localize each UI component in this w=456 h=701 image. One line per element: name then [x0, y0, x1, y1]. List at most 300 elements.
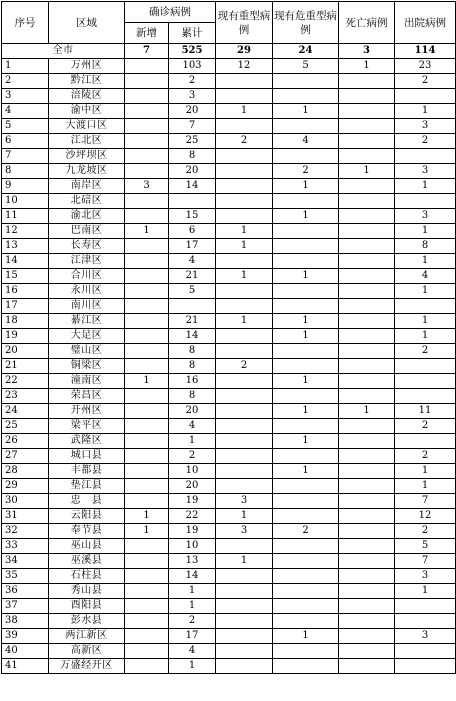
- row-region: 两江新区: [49, 629, 125, 644]
- row-region: 高新区: [49, 644, 125, 659]
- row-discharged: 11: [395, 404, 456, 419]
- row-critical: 1: [273, 179, 339, 194]
- row-discharged: [395, 599, 456, 614]
- row-deaths: [339, 194, 395, 209]
- table-row: [2, 494, 456, 509]
- row-discharged: [395, 149, 456, 164]
- row-new: [125, 419, 169, 434]
- row-critical: [273, 479, 339, 494]
- row-new: [125, 659, 169, 674]
- row-deaths: [339, 419, 395, 434]
- row-cumulative: 22: [169, 509, 216, 524]
- row-critical: [273, 614, 339, 629]
- row-index: 17: [2, 299, 49, 314]
- row-deaths: [339, 134, 395, 149]
- row-deaths: [339, 599, 395, 614]
- row-new: [125, 119, 169, 134]
- table-row: [2, 59, 456, 74]
- row-region: 北碚区: [49, 194, 125, 209]
- row-severe: [216, 569, 273, 584]
- row-new: [125, 269, 169, 284]
- row-index: 21: [2, 359, 49, 374]
- row-cumulative: 6: [169, 224, 216, 239]
- row-severe: [216, 329, 273, 344]
- row-index: 24: [2, 404, 49, 419]
- row-region: 开州区: [49, 404, 125, 419]
- row-new: [125, 389, 169, 404]
- row-region: 大足区: [49, 329, 125, 344]
- row-new: [125, 464, 169, 479]
- row-cumulative: 15: [169, 209, 216, 224]
- row-cumulative: 17: [169, 239, 216, 254]
- row-region: 渝北区: [49, 209, 125, 224]
- row-new: [125, 644, 169, 659]
- row-critical: [273, 74, 339, 89]
- row-new: [125, 149, 169, 164]
- row-region: 酉阳县: [49, 599, 125, 614]
- row-region: 垫江县: [49, 479, 125, 494]
- row-discharged: [395, 659, 456, 674]
- row-discharged: 1: [395, 479, 456, 494]
- row-deaths: [339, 209, 395, 224]
- row-discharged: 5: [395, 539, 456, 554]
- row-index: 25: [2, 419, 49, 434]
- row-discharged: 2: [395, 419, 456, 434]
- row-critical: 2: [273, 164, 339, 179]
- table-row: [2, 584, 456, 599]
- row-severe: 2: [216, 134, 273, 149]
- row-deaths: [339, 494, 395, 509]
- row-new: [125, 314, 169, 329]
- row-cumulative: 1: [169, 659, 216, 674]
- row-region: 梁平区: [49, 419, 125, 434]
- row-region: 大渡口区: [49, 119, 125, 134]
- row-index: 2: [2, 74, 49, 89]
- row-region: 荣昌区: [49, 389, 125, 404]
- row-region: 城口县: [49, 449, 125, 464]
- row-critical: [273, 299, 339, 314]
- row-discharged: 1: [395, 224, 456, 239]
- row-region: 南川区: [49, 299, 125, 314]
- row-new: 1: [125, 509, 169, 524]
- row-cumulative: 2: [169, 449, 216, 464]
- row-critical: 1: [273, 464, 339, 479]
- row-deaths: [339, 299, 395, 314]
- row-region: 璧山区: [49, 344, 125, 359]
- row-severe: 1: [216, 269, 273, 284]
- row-critical: [273, 569, 339, 584]
- row-discharged: 4: [395, 269, 456, 284]
- row-severe: [216, 659, 273, 674]
- row-discharged: 1: [395, 464, 456, 479]
- row-severe: 1: [216, 239, 273, 254]
- row-deaths: [339, 374, 395, 389]
- header-severe: 现有重型病例: [216, 2, 273, 44]
- table-row: [2, 644, 456, 659]
- row-region: 江津区: [49, 254, 125, 269]
- row-cumulative: 21: [169, 314, 216, 329]
- row-deaths: [339, 539, 395, 554]
- total-new: 7: [125, 44, 169, 59]
- row-severe: [216, 644, 273, 659]
- total-critical: 24: [273, 44, 339, 59]
- row-region: 合川区: [49, 269, 125, 284]
- row-discharged: 23: [395, 59, 456, 74]
- row-index: 9: [2, 179, 49, 194]
- row-severe: 2: [216, 359, 273, 374]
- row-severe: [216, 149, 273, 164]
- row-deaths: [339, 569, 395, 584]
- row-deaths: [339, 449, 395, 464]
- row-cumulative: 20: [169, 164, 216, 179]
- row-critical: 1: [273, 329, 339, 344]
- row-index: 40: [2, 644, 49, 659]
- row-critical: [273, 389, 339, 404]
- row-deaths: [339, 554, 395, 569]
- row-index: 36: [2, 584, 49, 599]
- row-index: 12: [2, 224, 49, 239]
- row-deaths: [339, 314, 395, 329]
- row-discharged: 1: [395, 584, 456, 599]
- row-index: 23: [2, 389, 49, 404]
- row-new: [125, 134, 169, 149]
- row-critical: 1: [273, 629, 339, 644]
- table-row: [2, 434, 456, 449]
- table-row: [2, 389, 456, 404]
- row-critical: [273, 584, 339, 599]
- row-region: 彭水县: [49, 614, 125, 629]
- table-row: [2, 224, 456, 239]
- row-discharged: [395, 299, 456, 314]
- row-new: [125, 284, 169, 299]
- row-cumulative: 20: [169, 404, 216, 419]
- row-new: [125, 539, 169, 554]
- row-discharged: 3: [395, 629, 456, 644]
- row-cumulative: 16: [169, 374, 216, 389]
- row-critical: [273, 509, 339, 524]
- row-deaths: [339, 464, 395, 479]
- row-severe: 1: [216, 509, 273, 524]
- row-cumulative: 19: [169, 494, 216, 509]
- row-deaths: [339, 104, 395, 119]
- header-new: 新增: [125, 23, 169, 44]
- table-row: [2, 104, 456, 119]
- row-new: [125, 254, 169, 269]
- row-deaths: 1: [339, 164, 395, 179]
- row-severe: [216, 209, 273, 224]
- covid-case-table: [1, 1, 456, 674]
- row-deaths: [339, 644, 395, 659]
- row-severe: [216, 584, 273, 599]
- table-row: [2, 314, 456, 329]
- row-region: 九龙坡区: [49, 164, 125, 179]
- row-deaths: [339, 509, 395, 524]
- row-deaths: [339, 479, 395, 494]
- row-severe: [216, 194, 273, 209]
- row-severe: [216, 284, 273, 299]
- row-critical: [273, 659, 339, 674]
- row-new: [125, 89, 169, 104]
- row-index: 28: [2, 464, 49, 479]
- row-severe: 1: [216, 314, 273, 329]
- row-severe: [216, 449, 273, 464]
- row-deaths: [339, 269, 395, 284]
- row-index: 6: [2, 134, 49, 149]
- row-discharged: 3: [395, 119, 456, 134]
- row-cumulative: 13: [169, 554, 216, 569]
- row-index: 39: [2, 629, 49, 644]
- row-region: 石柱县: [49, 569, 125, 584]
- row-new: [125, 299, 169, 314]
- row-cumulative: 1: [169, 434, 216, 449]
- row-critical: [273, 359, 339, 374]
- row-critical: [273, 89, 339, 104]
- total-label: 全市: [2, 44, 125, 59]
- row-region: 巫溪县: [49, 554, 125, 569]
- row-cumulative: 4: [169, 254, 216, 269]
- row-new: [125, 479, 169, 494]
- row-cumulative: 7: [169, 119, 216, 134]
- total-severe: 29: [216, 44, 273, 59]
- table-row: [2, 149, 456, 164]
- row-severe: [216, 404, 273, 419]
- row-critical: [273, 149, 339, 164]
- row-severe: 1: [216, 554, 273, 569]
- row-index: 32: [2, 524, 49, 539]
- table-row: [2, 359, 456, 374]
- row-critical: [273, 224, 339, 239]
- row-critical: 1: [273, 374, 339, 389]
- row-deaths: [339, 389, 395, 404]
- row-new: [125, 104, 169, 119]
- row-index: 10: [2, 194, 49, 209]
- row-severe: [216, 479, 273, 494]
- row-deaths: [339, 224, 395, 239]
- row-severe: [216, 89, 273, 104]
- table-row: [2, 74, 456, 89]
- row-discharged: 2: [395, 74, 456, 89]
- row-discharged: 1: [395, 314, 456, 329]
- row-severe: [216, 254, 273, 269]
- row-region: 云阳县: [49, 509, 125, 524]
- row-region: 奉节县: [49, 524, 125, 539]
- row-index: 41: [2, 659, 49, 674]
- table-row: [2, 344, 456, 359]
- row-index: 4: [2, 104, 49, 119]
- row-new: [125, 614, 169, 629]
- row-discharged: [395, 374, 456, 389]
- row-critical: 5: [273, 59, 339, 74]
- row-severe: [216, 179, 273, 194]
- table-row: [2, 269, 456, 284]
- row-severe: [216, 614, 273, 629]
- table-row: [2, 539, 456, 554]
- row-critical: [273, 539, 339, 554]
- row-critical: 4: [273, 134, 339, 149]
- row-deaths: [339, 239, 395, 254]
- row-region: 南岸区: [49, 179, 125, 194]
- row-critical: [273, 239, 339, 254]
- row-new: [125, 554, 169, 569]
- row-new: [125, 359, 169, 374]
- row-cumulative: 1: [169, 584, 216, 599]
- row-index: 38: [2, 614, 49, 629]
- row-new: 1: [125, 224, 169, 239]
- row-cumulative: 21: [169, 269, 216, 284]
- row-index: 27: [2, 449, 49, 464]
- table-row: [2, 299, 456, 314]
- row-severe: 1: [216, 224, 273, 239]
- row-severe: [216, 629, 273, 644]
- row-region: 巫山县: [49, 539, 125, 554]
- row-cumulative: 10: [169, 464, 216, 479]
- row-discharged: 3: [395, 209, 456, 224]
- row-index: 5: [2, 119, 49, 134]
- table-row: [2, 194, 456, 209]
- table-row: [2, 179, 456, 194]
- header-critical: 现有危重型病例: [273, 2, 339, 44]
- row-severe: [216, 299, 273, 314]
- row-deaths: [339, 659, 395, 674]
- table-row: [2, 509, 456, 524]
- row-discharged: 1: [395, 104, 456, 119]
- row-index: 1: [2, 59, 49, 74]
- row-deaths: [339, 149, 395, 164]
- row-new: [125, 194, 169, 209]
- row-deaths: [339, 329, 395, 344]
- row-new: [125, 164, 169, 179]
- row-cumulative: 1: [169, 599, 216, 614]
- row-index: 37: [2, 599, 49, 614]
- row-discharged: 7: [395, 494, 456, 509]
- header-cumulative: 累计: [169, 23, 216, 44]
- row-critical: 2: [273, 524, 339, 539]
- row-region: 万盛经开区: [49, 659, 125, 674]
- row-critical: 1: [273, 104, 339, 119]
- row-discharged: 2: [395, 344, 456, 359]
- row-discharged: [395, 614, 456, 629]
- row-critical: [273, 449, 339, 464]
- row-new: [125, 209, 169, 224]
- row-index: 34: [2, 554, 49, 569]
- table-row: [2, 524, 456, 539]
- row-deaths: [339, 119, 395, 134]
- row-new: [125, 599, 169, 614]
- header-confirmed: 确诊病例: [125, 2, 216, 23]
- row-region: 渝中区: [49, 104, 125, 119]
- row-region: 丰都县: [49, 464, 125, 479]
- row-cumulative: 25: [169, 134, 216, 149]
- row-region: 武隆区: [49, 434, 125, 449]
- header-deaths: 死亡病例: [339, 2, 395, 44]
- row-index: 14: [2, 254, 49, 269]
- row-index: 33: [2, 539, 49, 554]
- row-new: [125, 74, 169, 89]
- row-cumulative: 14: [169, 179, 216, 194]
- row-index: 16: [2, 284, 49, 299]
- row-index: 8: [2, 164, 49, 179]
- row-region: 綦江区: [49, 314, 125, 329]
- table-row: [2, 479, 456, 494]
- row-new: [125, 59, 169, 74]
- row-discharged: 3: [395, 164, 456, 179]
- row-discharged: 2: [395, 524, 456, 539]
- table-row: [2, 419, 456, 434]
- row-discharged: 1: [395, 179, 456, 194]
- row-severe: [216, 374, 273, 389]
- row-deaths: [339, 584, 395, 599]
- row-severe: [216, 434, 273, 449]
- row-critical: 1: [273, 269, 339, 284]
- row-new: [125, 449, 169, 464]
- row-deaths: [339, 434, 395, 449]
- row-deaths: [339, 254, 395, 269]
- row-cumulative: 4: [169, 644, 216, 659]
- header-seq: 序号: [2, 2, 49, 44]
- row-cumulative: 2: [169, 74, 216, 89]
- row-severe: [216, 389, 273, 404]
- row-critical: [273, 494, 339, 509]
- row-cumulative: 17: [169, 629, 216, 644]
- total-row: [2, 44, 456, 59]
- row-discharged: [395, 194, 456, 209]
- table-row: [2, 629, 456, 644]
- table-row: [2, 554, 456, 569]
- row-critical: [273, 344, 339, 359]
- row-new: [125, 329, 169, 344]
- row-index: 19: [2, 329, 49, 344]
- row-severe: 12: [216, 59, 273, 74]
- row-deaths: [339, 179, 395, 194]
- row-new: [125, 434, 169, 449]
- table-row: [2, 569, 456, 584]
- row-critical: [273, 119, 339, 134]
- row-discharged: [395, 89, 456, 104]
- table-row: [2, 659, 456, 674]
- row-deaths: [339, 89, 395, 104]
- row-severe: 1: [216, 104, 273, 119]
- header-region: 区域: [49, 2, 125, 44]
- row-new: [125, 239, 169, 254]
- table-row: [2, 329, 456, 344]
- table-row: [2, 404, 456, 419]
- row-new: [125, 494, 169, 509]
- row-critical: [273, 554, 339, 569]
- row-critical: [273, 254, 339, 269]
- row-severe: [216, 539, 273, 554]
- row-severe: [216, 164, 273, 179]
- row-discharged: 2: [395, 134, 456, 149]
- table-row: [2, 239, 456, 254]
- row-index: 18: [2, 314, 49, 329]
- row-critical: 1: [273, 209, 339, 224]
- row-index: 29: [2, 479, 49, 494]
- row-new: [125, 404, 169, 419]
- row-new: 3: [125, 179, 169, 194]
- row-region: 万州区: [49, 59, 125, 74]
- row-discharged: 1: [395, 329, 456, 344]
- row-region: 秀山县: [49, 584, 125, 599]
- row-discharged: 3: [395, 569, 456, 584]
- row-region: 黔江区: [49, 74, 125, 89]
- row-cumulative: 8: [169, 149, 216, 164]
- row-cumulative: 14: [169, 569, 216, 584]
- row-severe: [216, 419, 273, 434]
- row-discharged: [395, 389, 456, 404]
- table-row: [2, 134, 456, 149]
- row-index: 15: [2, 269, 49, 284]
- total-discharged: 114: [395, 44, 456, 59]
